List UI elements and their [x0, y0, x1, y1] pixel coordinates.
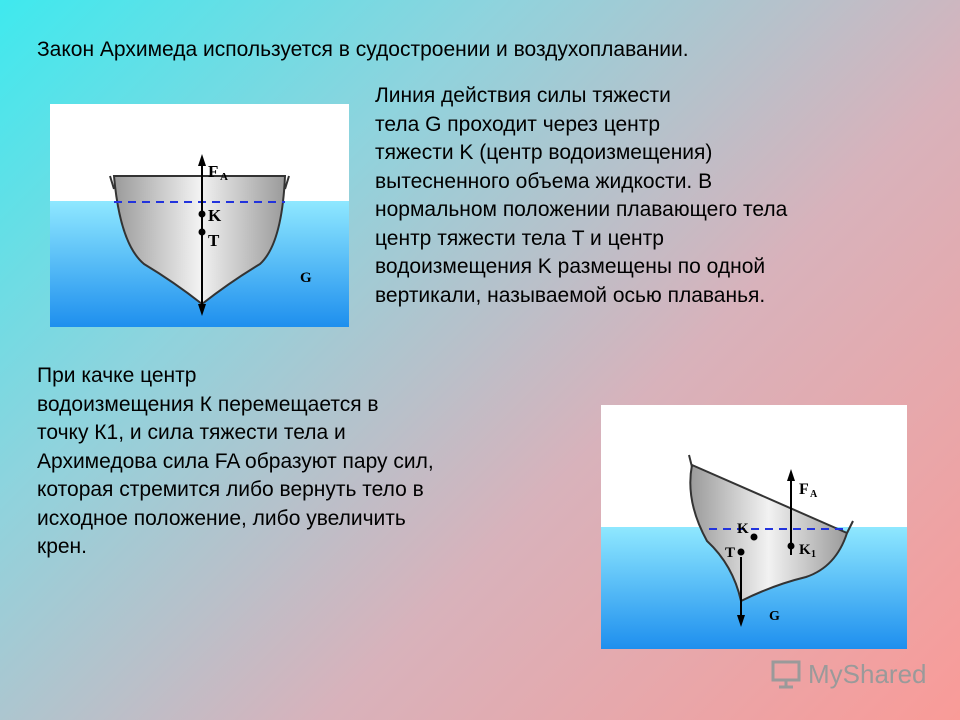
watermark: [770, 654, 927, 694]
label-g: G: [769, 609, 780, 624]
label-f: F: [208, 162, 219, 181]
presentation-icon: [770, 658, 802, 690]
diagram-upright-vessel: [50, 104, 349, 327]
diagram-heeled-vessel: [601, 405, 907, 649]
paragraph-buoyancy-axis: Линия действия силы тяжести тела G проходит через центр тяжести K (центр водоизмещения) вытесненного объема жидкости. В нормальном положении плавающего тела центр тяжести тела T и центр водоизмещения K размещены по одной вертикали, называемой осью плаванья.: [375, 84, 788, 307]
label-k: K: [737, 521, 749, 537]
label-g: G: [300, 270, 312, 286]
label-k: K: [208, 206, 222, 225]
label-f: F: [799, 481, 809, 498]
label-t: T: [725, 545, 736, 561]
watermark-text: MyShared: [808, 658, 927, 689]
label-k1-sub: 1: [811, 549, 816, 560]
slide-title: Закон Архимеда используется в судостроении и воздухоплавании.: [37, 38, 689, 61]
paragraph-heeling: При качке центр водоизмещения К перемещается в точку К1, и сила тяжести тела и Архимедова сила FA образуют пару сил, которая стремится либо вернуть тело в исходное положение, либо увеличить крен.: [37, 364, 434, 558]
label-t: T: [208, 231, 220, 250]
label-k1: K: [799, 542, 811, 558]
label-a: A: [220, 171, 228, 183]
label-a: A: [810, 489, 818, 500]
